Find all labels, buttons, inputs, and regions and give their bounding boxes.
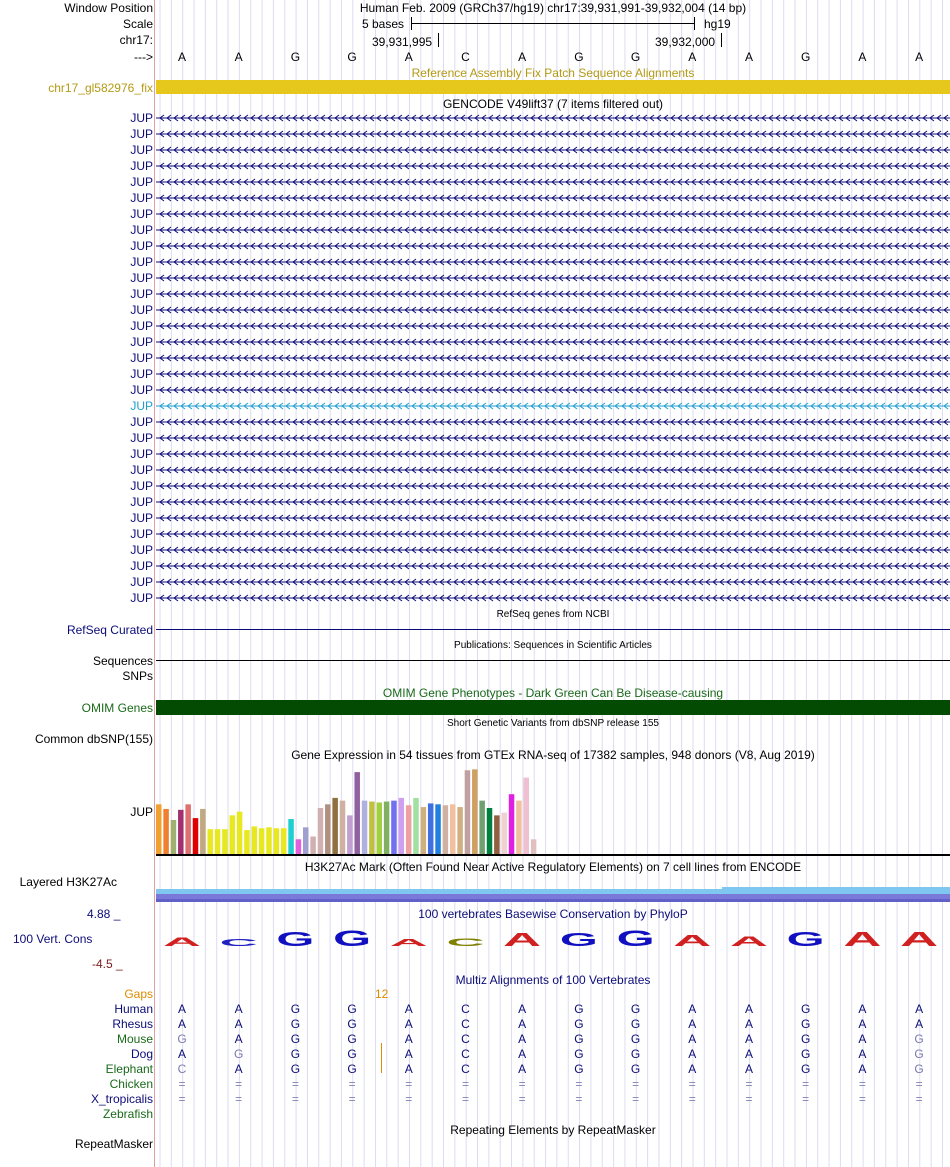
multiz-base: A <box>744 1047 753 1061</box>
gencode-item-line[interactable] <box>156 146 950 154</box>
gencode-item-line[interactable] <box>156 594 950 602</box>
ruler-base: G <box>801 50 811 64</box>
gencode-item-label[interactable]: JUP <box>130 143 153 157</box>
conservation-title[interactable]: 100 vertebrates Basewise Conservation by PhyloP <box>418 907 688 921</box>
gtex-bar[interactable] <box>516 801 522 854</box>
multiz-base: G <box>290 1047 301 1061</box>
gaps-value: 12 <box>375 987 389 1001</box>
ruler-base: C <box>461 50 470 64</box>
conservation-logo-letter: A <box>730 933 768 948</box>
gtex-bar[interactable] <box>318 808 324 854</box>
gtex-bar[interactable] <box>185 804 191 854</box>
omim-title[interactable]: OMIM Gene Phenotypes - Dark Green Can Be Disease-causing <box>382 686 724 700</box>
gencode-item-line[interactable] <box>156 162 950 170</box>
multiz-base: G <box>630 1017 641 1031</box>
gencode-item-line[interactable] <box>156 562 950 570</box>
scale-value: 5 bases <box>362 17 405 31</box>
gtex-bar[interactable] <box>163 809 169 854</box>
multiz-base: A <box>858 1062 867 1076</box>
gtex-bar[interactable] <box>332 798 338 854</box>
multiz-species-label[interactable]: Elephant <box>105 1062 153 1076</box>
gencode-item-line[interactable] <box>156 434 950 442</box>
gencode-item-line[interactable] <box>156 482 950 490</box>
multiz-base: G <box>630 1062 641 1076</box>
gencode-item-line[interactable] <box>156 578 950 586</box>
ruler-base: A <box>177 50 186 64</box>
gencode-item-line[interactable] <box>156 338 950 346</box>
gencode-item-label[interactable]: JUP <box>130 287 153 301</box>
multiz-base: G <box>801 1032 811 1046</box>
multiz-base: C <box>461 1002 470 1016</box>
fix-patch-bar[interactable] <box>156 80 950 94</box>
gtex-bar[interactable] <box>472 769 478 854</box>
gencode-item-label[interactable]: JUP <box>130 335 153 349</box>
gtex-bar[interactable] <box>237 812 243 854</box>
conservation-logo-letter: G <box>559 930 598 948</box>
multiz-base: A <box>744 1002 753 1016</box>
gtex-bar[interactable] <box>266 827 272 854</box>
gencode-item-line[interactable] <box>156 306 950 314</box>
publications-line[interactable] <box>156 660 950 661</box>
multiz-base: A <box>518 1047 527 1061</box>
conservation-logo-letter: G <box>786 929 825 948</box>
omim-label[interactable]: OMIM Genes <box>81 701 153 715</box>
gtex-bar[interactable] <box>501 813 507 854</box>
multiz-base: C <box>461 1062 470 1076</box>
multiz-base: G <box>177 1032 187 1046</box>
gtex-bar[interactable] <box>428 803 434 854</box>
multiz-base: G <box>630 1047 641 1061</box>
multiz-base: A <box>915 1017 924 1031</box>
gtex-bar[interactable] <box>443 805 449 854</box>
multiz-title[interactable]: Multiz Alignments of 100 Vertebrates <box>455 973 651 987</box>
gencode-item-line[interactable] <box>156 498 950 506</box>
multiz-base: G <box>347 1017 357 1031</box>
multiz-species-label[interactable]: Mouse <box>116 1032 153 1046</box>
multiz-species-label[interactable]: Human <box>114 1002 153 1016</box>
gencode-item-label[interactable]: JUP <box>130 255 153 269</box>
multiz-base: G <box>574 1032 584 1046</box>
multiz-base: A <box>915 1002 924 1016</box>
gencode-item-label[interactable]: JUP <box>130 399 153 413</box>
gencode-item-line[interactable] <box>156 130 950 138</box>
conservation-logo[interactable] <box>156 926 950 948</box>
gencode-item-label[interactable]: JUP <box>130 111 153 125</box>
multiz-base: A <box>688 1062 697 1076</box>
gtex-bar[interactable] <box>215 829 221 854</box>
multiz-base: G <box>347 1047 357 1061</box>
gencode-item-line[interactable] <box>156 370 950 378</box>
gaps-label: Gaps <box>124 987 153 1001</box>
multiz-base: G <box>801 1047 811 1061</box>
multiz-species-label[interactable]: Zebrafish <box>102 1107 153 1121</box>
gtex-label[interactable]: JUP <box>130 805 153 819</box>
multiz-base: A <box>404 1017 413 1031</box>
ruler-base: G <box>290 50 301 64</box>
conservation-min: -4.5 _ <box>92 957 123 971</box>
gtex-bar[interactable] <box>288 819 294 854</box>
multiz-base: G <box>630 1002 641 1016</box>
ruler-base: G <box>630 50 641 64</box>
gencode-item-label[interactable]: JUP <box>130 127 153 141</box>
gtex-bar[interactable] <box>369 802 375 854</box>
scale-bar-left-tick <box>411 17 412 30</box>
scale-label: Scale <box>122 17 153 31</box>
dbsnp-title[interactable]: Short Genetic Variants from dbSNP release 155 <box>447 718 659 729</box>
ruler-base: A <box>744 50 753 64</box>
gtex-bar[interactable] <box>362 801 368 854</box>
multiz-base: = <box>461 1077 469 1091</box>
gtex-bar[interactable] <box>465 770 471 854</box>
multiz-base: A <box>744 1032 753 1046</box>
multiz-species-label[interactable]: Chicken <box>109 1077 153 1091</box>
gtex-bar[interactable] <box>531 839 537 854</box>
multiz-base: = <box>291 1092 299 1106</box>
multiz-base: = <box>802 1092 810 1106</box>
gtex-bar[interactable] <box>413 798 419 854</box>
gtex-bar[interactable] <box>325 804 331 854</box>
scale-bar-right-tick <box>694 17 695 30</box>
gencode-item-line[interactable] <box>156 258 950 266</box>
multiz-base: A <box>234 1062 243 1076</box>
chrom-label: chr17: <box>119 33 153 47</box>
multiz-base: A <box>518 1002 527 1016</box>
conservation-logo-letter: A <box>673 933 713 948</box>
conservation-label[interactable]: 100 Vert. Cons <box>13 932 93 946</box>
gtex-bar[interactable] <box>377 802 383 854</box>
multiz-base: C <box>461 1047 470 1061</box>
gtex-bar[interactable] <box>171 820 177 854</box>
gencode-item-label[interactable]: JUP <box>130 191 153 205</box>
gencode-item-label[interactable]: JUP <box>130 239 153 253</box>
multiz-base: C <box>461 1032 470 1046</box>
ruler-base: A <box>858 50 867 64</box>
fix-patch-title[interactable]: Reference Assembly Fix Patch Sequence Alignments <box>411 66 695 80</box>
coord-right-tick <box>721 33 722 47</box>
gtex-bar[interactable] <box>244 830 250 854</box>
gencode-item-line[interactable] <box>156 114 950 122</box>
repeatmasker-label[interactable]: RepeatMasker <box>74 1137 153 1151</box>
gtex-bar[interactable] <box>252 826 257 854</box>
omim-bar[interactable] <box>156 700 950 715</box>
multiz-species-label[interactable]: X_tropicalis <box>90 1092 153 1106</box>
gencode-item-label[interactable]: JUP <box>130 207 153 221</box>
multiz-base: A <box>404 1002 413 1016</box>
repeatmasker-title[interactable]: Repeating Elements by RepeatMasker <box>450 1123 656 1137</box>
multiz-base: A <box>744 1062 753 1076</box>
conservation-logo-letter: C <box>446 937 485 948</box>
multiz-base: A <box>688 1047 697 1061</box>
gencode-item-line[interactable] <box>156 418 950 426</box>
gtex-bar[interactable] <box>156 804 162 854</box>
multiz-base: G <box>630 1032 641 1046</box>
ruler-base: A <box>234 50 243 64</box>
multiz-base: = <box>632 1077 640 1091</box>
gencode-item-label[interactable]: JUP <box>130 159 153 173</box>
gtex-bar[interactable] <box>281 828 287 854</box>
multiz-base: A <box>177 1017 186 1031</box>
conservation-logo-letter: A <box>163 935 203 948</box>
strand-label: ---> <box>134 50 153 64</box>
gencode-item-label[interactable]: JUP <box>130 447 153 461</box>
coord-left-tick <box>438 33 439 47</box>
multiz-base: = <box>802 1077 810 1091</box>
gencode-item-label[interactable]: JUP <box>130 479 153 493</box>
conservation-max: 4.88 _ <box>87 907 121 921</box>
multiz-base: A <box>404 1032 413 1046</box>
gencode-item-label[interactable]: JUP <box>130 559 153 573</box>
multiz-base: C <box>177 1062 187 1076</box>
gencode-item-label[interactable]: JUP <box>130 591 153 605</box>
gencode-item-label[interactable]: JUP <box>130 319 153 333</box>
gencode-item-line[interactable] <box>156 402 950 410</box>
ruler-base: A <box>404 50 413 64</box>
gencode-item-label[interactable]: JUP <box>130 527 153 541</box>
gtex-bar[interactable] <box>509 794 515 854</box>
multiz-base: G <box>290 1062 301 1076</box>
gencode-item-line[interactable] <box>156 210 950 218</box>
fix-patch-label[interactable]: chr17_gl582976_fix <box>48 81 153 95</box>
window-position-label: Window Position <box>64 1 153 15</box>
multiz-base: G <box>347 1062 357 1076</box>
multiz-base: C <box>461 1017 470 1031</box>
multiz-base: G <box>347 1002 357 1016</box>
gtex-bar[interactable] <box>524 778 530 854</box>
multiz-base: G <box>574 1062 584 1076</box>
multiz-base: A <box>744 1017 753 1031</box>
h3k27ac-layer-3 <box>156 899 950 902</box>
multiz-base: G <box>347 1032 357 1046</box>
gencode-item-line[interactable] <box>156 274 950 282</box>
gtex-bar[interactable] <box>391 801 397 854</box>
gencode-item-label[interactable]: JUP <box>130 271 153 285</box>
gtex-bar[interactable] <box>450 804 456 854</box>
multiz-base: = <box>632 1092 640 1106</box>
gencode-item-label[interactable]: JUP <box>130 463 153 477</box>
multiz-base: = <box>178 1092 186 1106</box>
h3k27ac-label[interactable]: Layered H3K27Ac <box>19 875 117 889</box>
gtex-bar[interactable] <box>487 808 493 854</box>
multiz-base: G <box>801 1002 811 1016</box>
refseq-title[interactable]: RefSeq genes from NCBI <box>496 609 610 620</box>
multiz-base: A <box>518 1017 527 1031</box>
multiz-base: G <box>801 1017 811 1031</box>
gtex-bar[interactable] <box>421 807 427 854</box>
h3k27ac-title[interactable]: H3K27Ac Mark (Often Found Near Active Regulatory Elements) on 7 cell lines from ENCODE <box>304 860 802 874</box>
multiz-base: A <box>177 1002 186 1016</box>
gencode-item-label[interactable]: JUP <box>130 431 153 445</box>
multiz-base: G <box>914 1047 924 1061</box>
ruler-base: A <box>915 50 924 64</box>
multiz-base: A <box>234 1017 243 1031</box>
multiz-base: A <box>858 1047 867 1061</box>
multiz-base: G <box>234 1047 244 1061</box>
multiz-base: = <box>291 1077 299 1091</box>
multiz-base: = <box>858 1092 866 1106</box>
multiz-base: G <box>290 1017 301 1031</box>
multiz-base: = <box>915 1077 923 1091</box>
gencode-item-label[interactable]: JUP <box>130 415 153 429</box>
conservation-logo-letter: G <box>333 926 372 948</box>
gtex-bar[interactable] <box>274 828 280 854</box>
gencode-item-line[interactable] <box>156 546 950 554</box>
gencode-item-label[interactable]: JUP <box>130 383 153 397</box>
gencode-item-label[interactable]: JUP <box>130 575 153 589</box>
gencode-item-line[interactable] <box>156 322 950 330</box>
multiz-base: = <box>405 1077 413 1091</box>
multiz-base: G <box>290 1032 301 1046</box>
multiz-species-label[interactable]: Dog <box>130 1047 153 1061</box>
gtex-bar[interactable] <box>259 828 265 854</box>
multiz-base: A <box>688 1017 697 1031</box>
multiz-base: G <box>290 1002 301 1016</box>
multiz-base: G <box>574 1002 584 1016</box>
multiz-base: A <box>688 1002 697 1016</box>
conservation-logo-letter: A <box>503 930 542 948</box>
gtex-bar[interactable] <box>435 804 441 854</box>
multiz-base: = <box>348 1077 356 1091</box>
multiz-base: A <box>858 1032 867 1046</box>
gtex-bar[interactable] <box>340 801 346 854</box>
gtex-bar[interactable] <box>310 837 316 854</box>
coord-right: 39,932,000 <box>655 35 716 49</box>
gtex-bar[interactable] <box>193 818 199 854</box>
multiz-base: = <box>575 1092 583 1106</box>
gtex-chart[interactable] <box>156 762 950 857</box>
multiz-base: = <box>518 1077 526 1091</box>
gtex-bar[interactable] <box>354 772 360 854</box>
coord-left: 39,931,995 <box>372 35 433 49</box>
multiz-base: = <box>575 1077 583 1091</box>
multiz-base: = <box>348 1092 356 1106</box>
gencode-item-label[interactable]: JUP <box>130 175 153 189</box>
gtex-bar[interactable] <box>200 809 206 854</box>
gencode-item-label[interactable]: JUP <box>130 511 153 525</box>
multiz-base: A <box>404 1062 413 1076</box>
multiz-base: G <box>574 1017 584 1031</box>
multiz-base: = <box>745 1092 753 1106</box>
publications-label[interactable]: Sequences <box>92 654 153 668</box>
publications-title[interactable]: Publications: Sequences in Scientific Articles <box>454 640 652 651</box>
gencode-item-label[interactable]: JUP <box>130 303 153 317</box>
gtex-title[interactable]: Gene Expression in 54 tissues from GTEx RNA-seq of 17382 samples, 948 donors (V8, Aug 2019) <box>291 748 815 762</box>
multiz-base: A <box>858 1017 867 1031</box>
ruler-base: A <box>518 50 527 64</box>
gtex-bar[interactable] <box>207 829 213 854</box>
multiz-base: = <box>235 1077 243 1091</box>
conservation-logo-letter: G <box>276 929 315 948</box>
gencode-item-line[interactable] <box>156 530 950 538</box>
multiz-species-label[interactable]: Rhesus <box>112 1017 153 1031</box>
h3k27ac-layer-1b <box>722 887 950 894</box>
gencode-item-line[interactable] <box>156 178 950 186</box>
gencode-item-label[interactable]: JUP <box>130 543 153 557</box>
conservation-logo-letter: C <box>219 938 258 948</box>
multiz-base: = <box>745 1077 753 1091</box>
multiz-base: A <box>688 1032 697 1046</box>
multiz-base: = <box>688 1092 696 1106</box>
multiz-base: A <box>858 1002 867 1016</box>
gencode-item-line[interactable] <box>156 194 950 202</box>
dbsnp-label[interactable]: Common dbSNP(155) <box>34 732 153 746</box>
gencode-item-line[interactable] <box>156 514 950 522</box>
gencode-item-label[interactable]: JUP <box>130 495 153 509</box>
gencode-item-line[interactable] <box>156 466 950 474</box>
multiz-base: = <box>518 1092 526 1106</box>
multiz-base: = <box>688 1077 696 1091</box>
gtex-bar[interactable] <box>479 801 485 854</box>
conservation-logo-letter: A <box>843 929 882 948</box>
multiz-base: G <box>801 1062 811 1076</box>
gtex-bar[interactable] <box>406 805 412 854</box>
ruler-base: A <box>688 50 697 64</box>
publications-label-snps[interactable]: SNPs <box>122 669 153 683</box>
gencode-item-label[interactable]: JUP <box>130 223 153 237</box>
multiz-base: A <box>177 1047 186 1061</box>
conservation-logo-letter: A <box>389 938 428 948</box>
scale-bar <box>411 23 695 24</box>
multiz-base: = <box>405 1092 413 1106</box>
gencode-item-line[interactable] <box>156 386 950 394</box>
multiz-base: A <box>518 1032 527 1046</box>
gtex-bar[interactable] <box>347 815 353 854</box>
gencode-item-line[interactable] <box>156 354 950 362</box>
gtex-bar[interactable] <box>296 839 302 854</box>
gencode-item-label[interactable]: JUP <box>130 367 153 381</box>
scale-assembly: hg19 <box>704 17 731 31</box>
multiz-base: = <box>461 1092 469 1106</box>
multiz-base: = <box>235 1092 243 1106</box>
gap-marker <box>381 1043 382 1073</box>
multiz-base: A <box>234 1032 243 1046</box>
gtex-bar[interactable] <box>494 815 500 854</box>
ruler-base: G <box>574 50 584 64</box>
multiz-base: A <box>404 1047 413 1061</box>
gencode-item-line[interactable] <box>156 290 950 298</box>
multiz-base: = <box>178 1077 186 1091</box>
gtex-bar[interactable] <box>399 798 405 854</box>
refseq-label[interactable]: RefSeq Curated <box>66 623 153 637</box>
gtex-bar[interactable] <box>222 829 228 854</box>
gencode-item-line[interactable] <box>156 450 950 458</box>
gtex-bar[interactable] <box>384 802 390 854</box>
gencode-title[interactable]: GENCODE V49lift37 (7 items filtered out) <box>442 97 664 111</box>
refseq-line[interactable] <box>156 629 950 630</box>
window-position-value[interactable]: Human Feb. 2009 (GRCh37/hg19) chr17:39,931,991-39,932,004 (14 bp) <box>359 1 747 15</box>
multiz-base: A <box>234 1002 243 1016</box>
conservation-logo-letter: A <box>900 929 939 948</box>
multiz-base: G <box>914 1062 924 1076</box>
ruler-base: G <box>347 50 357 64</box>
multiz-base: G <box>914 1032 924 1046</box>
multiz-base: G <box>574 1047 584 1061</box>
gencode-item-line[interactable] <box>156 242 950 250</box>
gtex-bar[interactable] <box>230 815 236 854</box>
gencode-item-label[interactable]: JUP <box>130 351 153 365</box>
multiz-base: = <box>915 1092 923 1106</box>
gtex-bar[interactable] <box>178 810 184 854</box>
conservation-logo-letter: G <box>616 926 655 948</box>
gtex-bar[interactable] <box>303 827 309 854</box>
multiz-base: A <box>518 1062 527 1076</box>
gtex-bar[interactable] <box>457 807 463 854</box>
gencode-item-line[interactable] <box>156 226 950 234</box>
multiz-base: = <box>858 1077 866 1091</box>
sidebar-divider <box>154 0 155 1167</box>
